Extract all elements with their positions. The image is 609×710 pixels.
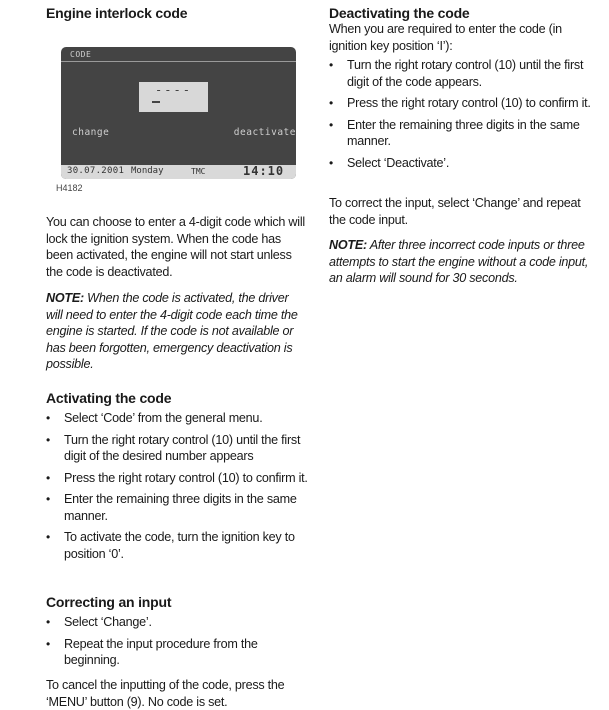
- list-item: • Turn the right rotary control (10) until the first digit of the desired number appears: [46, 432, 308, 465]
- correcting-list: [46, 614, 308, 669]
- list-item: • Press the right rotary control (10) to confirm it.: [46, 470, 308, 487]
- list-item: • Enter the remaining three digits in the same manner.: [329, 117, 591, 150]
- activating-heading: Activating the code: [46, 390, 172, 406]
- code-digits: ----: [155, 83, 192, 97]
- correct-paragraph: To correct the input, select ‘Change’ and repeat the code input.: [329, 196, 581, 227]
- softkey-change: change: [72, 127, 110, 138]
- list-item: • Select ‘Code’ from the general menu.: [46, 410, 308, 427]
- note-label: NOTE:: [329, 238, 367, 252]
- status-tmc: TMC: [191, 167, 206, 176]
- deactivating-list: [329, 57, 591, 171]
- alarm-note-paragraph: [329, 237, 591, 287]
- note-paragraph: [46, 290, 308, 373]
- page-title: Engine interlock code: [46, 5, 188, 21]
- status-day: Monday: [131, 166, 164, 176]
- list-item: • Turn the right rotary control (10) until the first digit of the code appears.: [329, 57, 591, 90]
- list-item: • Enter the remaining three digits in the same manner.: [46, 491, 308, 524]
- display-status-bar: [61, 165, 296, 179]
- deactivating-intro: When you are required to enter the code (in ignition key position ‘I’):: [329, 22, 562, 53]
- correcting-heading: Correcting an input: [46, 594, 172, 610]
- status-time: 14:10: [243, 164, 285, 178]
- list-item: • Press the right rotary control (10) to confirm it.: [329, 95, 591, 112]
- note-text: After three incorrect code inputs or three attempts to start the engine without a code input, an alarm will sound for 30 seconds.: [329, 238, 589, 285]
- intro-paragraph: You can choose to enter a 4-digit code which will lock the ignition system. When the code has been activated, the engine will not start unless the code is deactivated.: [46, 215, 305, 279]
- note-label: NOTE:: [46, 291, 84, 305]
- code-cursor: [152, 101, 160, 103]
- status-date: 30.07.2001: [67, 166, 125, 176]
- list-item: • Select ‘Deactivate’.: [329, 155, 591, 172]
- list-item: • To activate the code, turn the ignition key to position ‘0’.: [46, 529, 308, 562]
- cancel-paragraph: To cancel the inputting of the code, press the ‘MENU’ button (9). No code is set.: [46, 678, 285, 709]
- display-menu-label: CODE: [70, 50, 92, 59]
- display-screen-figure: [61, 47, 296, 179]
- softkey-deactivate: deactivate: [233, 127, 296, 138]
- code-entry-box: [139, 82, 208, 112]
- activating-list: [46, 410, 308, 562]
- note-text: When the code is activated, the driver will need to enter the 4-digit code each time the engine is started. If the code is not available or has been forgotten, emergency deactivation is possible.: [46, 291, 298, 371]
- list-item: • Repeat the input procedure from the beginning.: [46, 636, 308, 669]
- list-item: • Select ‘Change’.: [46, 614, 308, 631]
- deactivating-heading: Deactivating the code: [329, 5, 470, 21]
- figure-id: H4182: [56, 183, 83, 193]
- display-header: [61, 47, 296, 62]
